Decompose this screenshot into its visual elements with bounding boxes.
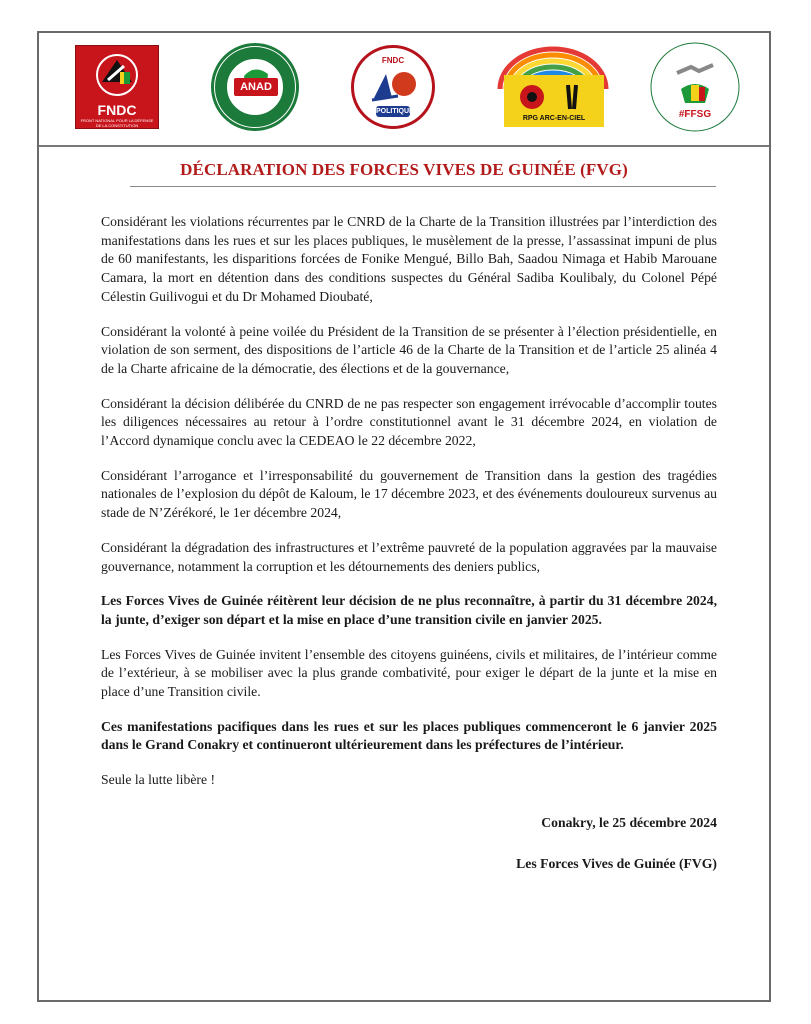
fndc-logo-subtitle: FRONT NATIONAL POUR LA DÉFENSE DE LA CONSTITUTION <box>80 118 154 128</box>
fndc-emblem-icon <box>94 52 140 98</box>
anad-logo <box>211 43 299 131</box>
ffsg-logo-tag: #FFSG <box>678 109 712 120</box>
fndc-politique-emblem-icon <box>368 68 420 104</box>
paragraph-slogan: Seule la lutte libère ! <box>101 772 216 788</box>
fndc-logo-text: FNDC <box>97 102 137 118</box>
paragraph-election: Considérant la volonté à peine voilée du Président de la Transition de se présenter à l’élection présidentielle, en violation de son serment, des dispositions de l’article 46 de la Charte de la Transition et de l’article 25 alinéa 4 de la Charte africaine de la démocratie, des élections et de la gouvernance, <box>101 323 717 376</box>
ffsg-emblem-icon <box>647 39 743 135</box>
anad-logo-text: ANAD <box>234 78 278 96</box>
signature: Les Forces Vives de Guinée (FVG) <box>516 855 717 871</box>
paragraph-decision: Les Forces Vives de Guinée réitèrent leur décision de ne plus reconnaître, à partir du 31 décembre 2024, la junte, d’exiger son départ et la mise en place d’une transition civile en janvier 2025. <box>101 593 717 627</box>
paragraph-violations: Considérant les violations récurrentes par le CNRD de la Charte de la Transition illustrées par l’interdiction des manifestations dans les rues et sur les places publiques, le musèlement de la presse, l’assassinat impuni de plus de 60 manifestants, les disparitions forcées de Fonike Mengué, Billo Bah, Saadou Nimaga et Habib Marouane Camara, la mort en détention dans des conditions suspectes du Général Sadiba Koulibaly, du Colonel Pépé Célestin Guilivogui et du Dr Mohamed Dioubaté, <box>101 214 717 304</box>
fndc-logo <box>75 45 159 129</box>
rpg-symbols-icon <box>518 81 590 113</box>
declaration-body <box>101 213 717 889</box>
logo-band <box>39 33 769 147</box>
rpg-logo-text: RPG ARC-EN-CIEL <box>522 115 586 122</box>
fndc-politique-label: POLITIQUE <box>376 108 414 115</box>
document-title: DÉCLARATION DES FORCES VIVES DE GUINÉE (FVG) <box>180 160 628 179</box>
paragraph-poverty: Considérant la dégradation des infrastructures et l’extrême pauvreté de la population aggravées par la mauvaise gouvernance, notamment la corruption et les détournements des deniers publics, <box>101 539 717 574</box>
rpg-logo <box>494 43 612 133</box>
fndc-politique-title: FNDC <box>381 56 405 65</box>
ffsg-logo <box>647 39 743 135</box>
paragraph-call-to-mobilize: Les Forces Vives de Guinée invitent l’ensemble des citoyens guinéens, civils et militaires, de l’intérieur comme de l’extérieur, à se mobiliser avec la plus grande combativité, pour exiger le départ de la junte et la mise en place d’une Transition civile. <box>101 646 717 700</box>
paragraph-commitment: Considérant la décision délibérée du CNRD de ne pas respecter son engagement irrévocable d’accomplir toutes les diligences nécessaires au retour à l’ordre constitutionnel avant le 31 décembre 2024, en violation de l’Accord dynamique conclu avec la CEDEAO le 22 décembre 2022, <box>101 395 717 449</box>
place-date: Conakry, le 25 décembre 2024 <box>541 814 717 830</box>
paragraph-manifestations: Ces manifestations pacifiques dans les rues et sur les places publiques commenceront le 6 janvier 2025 dans le Grand Conakry et continueront ultérieurement dans les préfectures de l’intérieur. <box>101 718 717 753</box>
title-divider <box>130 186 716 187</box>
paragraph-tragedies: Considérant l’arrogance et l’irresponsabilité du gouvernement de Transition dans la gestion des tragédies nationales de l’explosion du dépôt de Kaloum, le 17 décembre 2023, et des événements douloureux survenus au stade de N’Zérékoré, le 1er décembre 2024, <box>101 467 717 521</box>
fndc-politique-logo <box>351 45 435 129</box>
document-frame <box>37 31 771 1002</box>
